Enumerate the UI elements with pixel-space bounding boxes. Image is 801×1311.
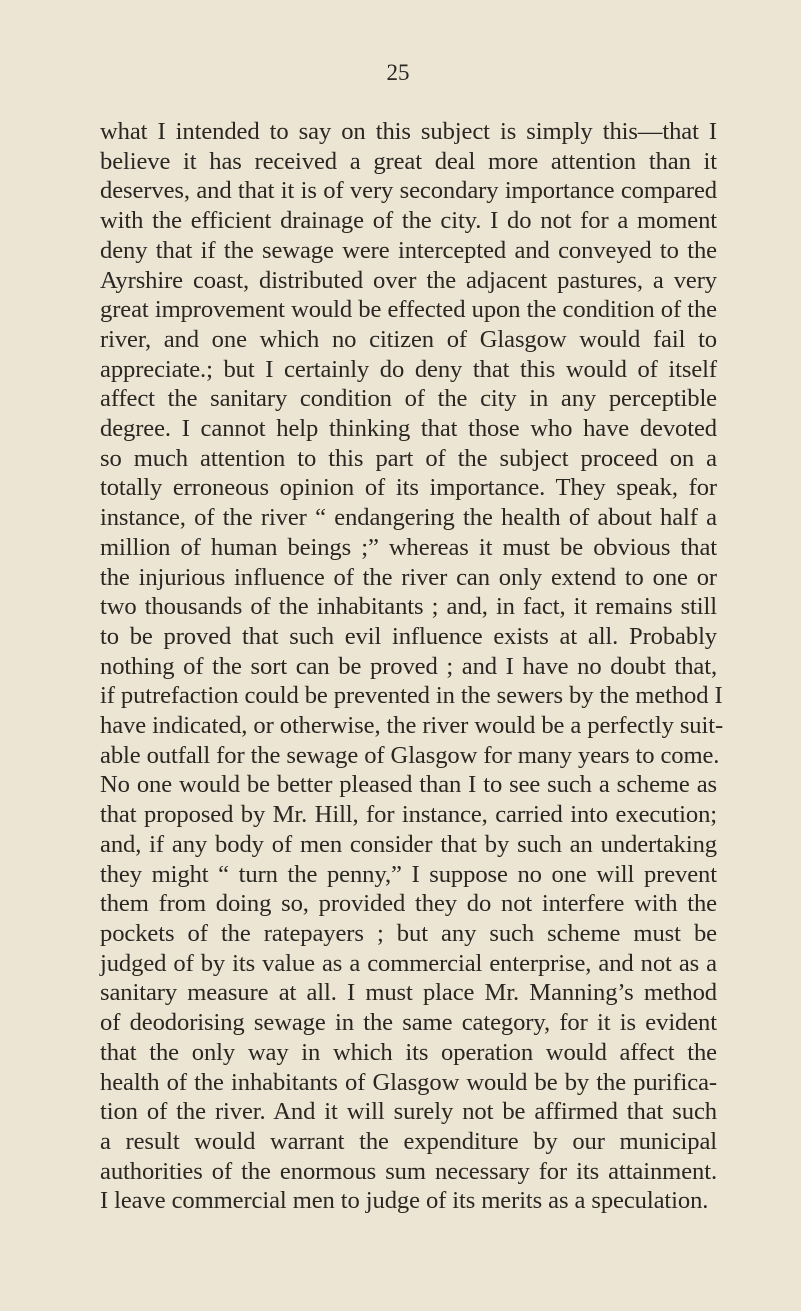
- text-line: sanitary measure at all. I must place Mr. Manning’s method: [100, 979, 717, 1007]
- text-line: able outfall for the sewage of Glasgow for many years to come.: [100, 741, 720, 769]
- text-line: degree. I cannot help thinking that those who have devoted: [100, 415, 717, 443]
- text-line: instance, of the river “ endangering the health of about half a: [100, 504, 717, 532]
- text-line: affect the sanitary condition of the city in any perceptible: [100, 385, 717, 413]
- text-line: two thousands of the inhabitants ; and, in fact, it remains still: [100, 593, 717, 621]
- text-line: and, if any body of men consider that by such an undertaking: [100, 830, 717, 858]
- text-line: what I intended to say on this subject is simply this—that I: [100, 118, 717, 145]
- text-line: Ayrshire coast, distributed over the adjacent pastures, a very: [100, 266, 717, 294]
- text-line: they might “ turn the penny,” I suppose no one will prevent: [100, 860, 717, 888]
- text-line: million of human beings ;” whereas it must be obvious that: [100, 533, 717, 561]
- page-number: 25: [386, 60, 410, 85]
- text-line: deny that if the sewage were intercepted and conveyed to the: [100, 236, 717, 264]
- body-paragraph: [100, 117, 724, 1216]
- text-line: health of the inhabitants of Glasgow would be by the purifica-: [100, 1068, 717, 1096]
- text-line: river, and one which no citizen of Glasgow would fail to: [100, 325, 717, 353]
- text-line: that the only way in which its operation would affect the: [100, 1038, 717, 1066]
- text-line: them from doing so, provided they do not interfere with the: [100, 890, 717, 918]
- text-line: believe it has received a great deal more attention than it: [100, 147, 717, 175]
- text-line: that proposed by Mr. Hill, for instance, carried into execution;: [100, 801, 717, 829]
- text-line: a result would warrant the expenditure by our municipal: [100, 1127, 717, 1155]
- text-line: with the efficient drainage of the city. I do not for a moment: [100, 207, 717, 235]
- text-line: have indicated, or otherwise, the river would be a perfectly suit-: [100, 712, 724, 740]
- text-line: appreciate.; but I certainly do deny that this would of itself: [100, 355, 717, 383]
- text-line: great improvement would be effected upon the condition of the: [100, 296, 717, 324]
- text-line-last: I leave commercial men to judge of its merits as a speculation.: [100, 1187, 709, 1215]
- text-line: deserves, and that it is of very secondary importance compared: [100, 177, 717, 205]
- text-line: totally erroneous opinion of its importance. They speak, for: [100, 474, 717, 502]
- text-line: authorities of the enormous sum necessary for its attainment.: [100, 1157, 717, 1185]
- text-line: judged of by its value as a commercial enterprise, and not as a: [100, 949, 717, 977]
- text-line: to be proved that such evil influence exists at all. Probably: [100, 622, 717, 650]
- text-line: so much attention to this part of the subject proceed on a: [100, 444, 717, 472]
- text-line: pockets of the ratepayers ; but any such scheme must be: [100, 919, 717, 947]
- text-line: nothing of the sort can be proved ; and I have no doubt that,: [100, 652, 717, 680]
- text-line: No one would be better pleased than I to see such a scheme as: [100, 771, 717, 799]
- text-line: tion of the river. And it will surely not be affirmed that such: [100, 1098, 717, 1126]
- text-line: of deodorising sewage in the same category, for it is evident: [100, 1009, 717, 1037]
- text-line: if putrefaction could be prevented in the sewers by the method I: [100, 682, 723, 710]
- text-line: the injurious influence of the river can only extend to one or: [100, 563, 717, 591]
